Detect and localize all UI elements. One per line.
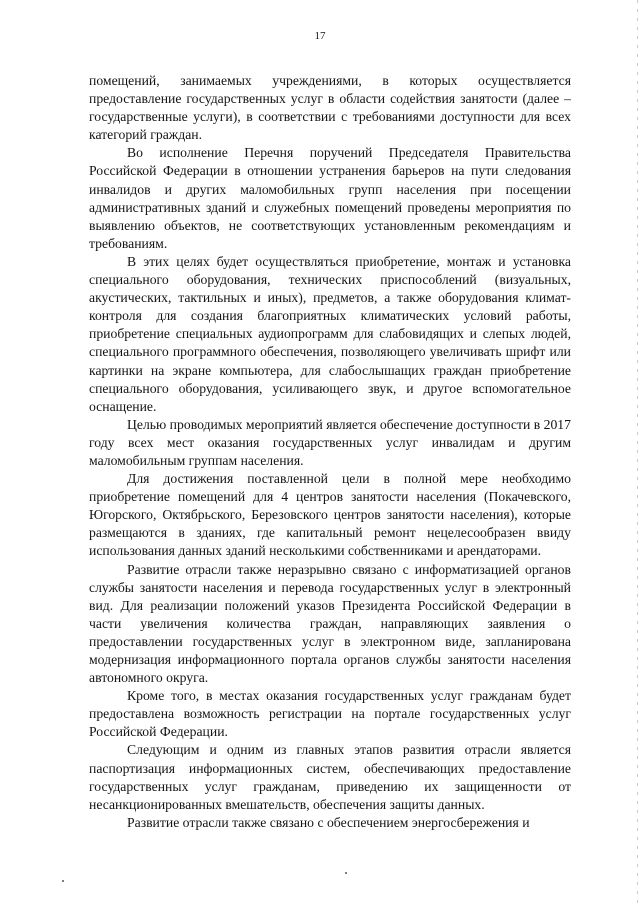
paragraph-continuation: помещений, занимаемых учреждениями, в которых осуществляется предоставление государственных услуг в области содействия занятости (далее – государственные услуги), в соответствии с требованиями доступности для всех категорий граждан. [89, 73, 571, 143]
scan-speck [345, 872, 347, 874]
page-number: 17 [314, 30, 326, 42]
scan-speck [62, 880, 64, 882]
paragraph: Для достижения поставленной цели в полной мере необходимо приобретение помещений для 4 центров занятости населения (Покачевского, Югорского, Октябрьского, Березовского центров занятости населения), которые размещаются в зданиях, где капитальный ремонт нецелесообразен ввиду использования данных зданий несколькими собственниками и арендаторами. [89, 471, 571, 559]
paragraph: Целью проводимых мероприятий является обеспечение доступности в 2017 году всех мест оказания государственных услуг инвалидам и другим маломобильным группам населения. [89, 416, 571, 468]
paragraph: Во исполнение Перечня поручений Председателя Правительства Российской Федерации в отношении устранения барьеров на пути следования инвалидов и других маломобильных групп населения при посещении административных зданий и служебных помещений проведены мероприятия по выявлению объектов, не соответствующих установленным рекомендациям и требованиям. [89, 145, 571, 251]
paragraph: Развитие отрасли также неразрывно связано с информатизацией органов службы занятости населения и перевода государственных услуг в электронный вид. Для реализации положений указов Президента Российской Федерации в части увеличения количества граждан, направляющих заявления о предоставлении государственных услуг в электронном виде, запланирована модернизация информационного портала органов службы занятости населения автономного округа. [89, 561, 571, 686]
paragraph: Кроме того, в местах оказания государственных услуг гражданам будет предоставлена возможность регистрации на портале государственных услуг Российской Федерации. [89, 688, 571, 740]
paragraph-truncated: Развитие отрасли также связано с обеспечением энергосбережения и [127, 814, 530, 830]
paragraph: В этих целях будет осуществляться приобретение, монтаж и установка специального оборудования, технических приспособлений (визуальных, акустических, тактильных и иных), предметов, а также оборудования климат-контроля для создания благоприятных климатических условий работы, приобретение специальных аудиопрограмм для слабовидящих и слепых людей, специального программного обеспечения, позволяющего увеличивать шрифт или картинки на экране компьютера, для слабослышащих граждан приобретение специального оборудования, усиливающего звук, и другое вспомогательное оснащение. [89, 253, 571, 414]
scan-edge-mark [637, 0, 638, 905]
document-body [89, 72, 571, 832]
paragraph: Следующим и одним из главных этапов развития отрасли является паспортизация информационных систем, обеспечивающих предоставление государственных услуг гражданам, приведению их защищенности от несанкционированных вмешательств, обеспечения защиты данных. [89, 742, 571, 812]
